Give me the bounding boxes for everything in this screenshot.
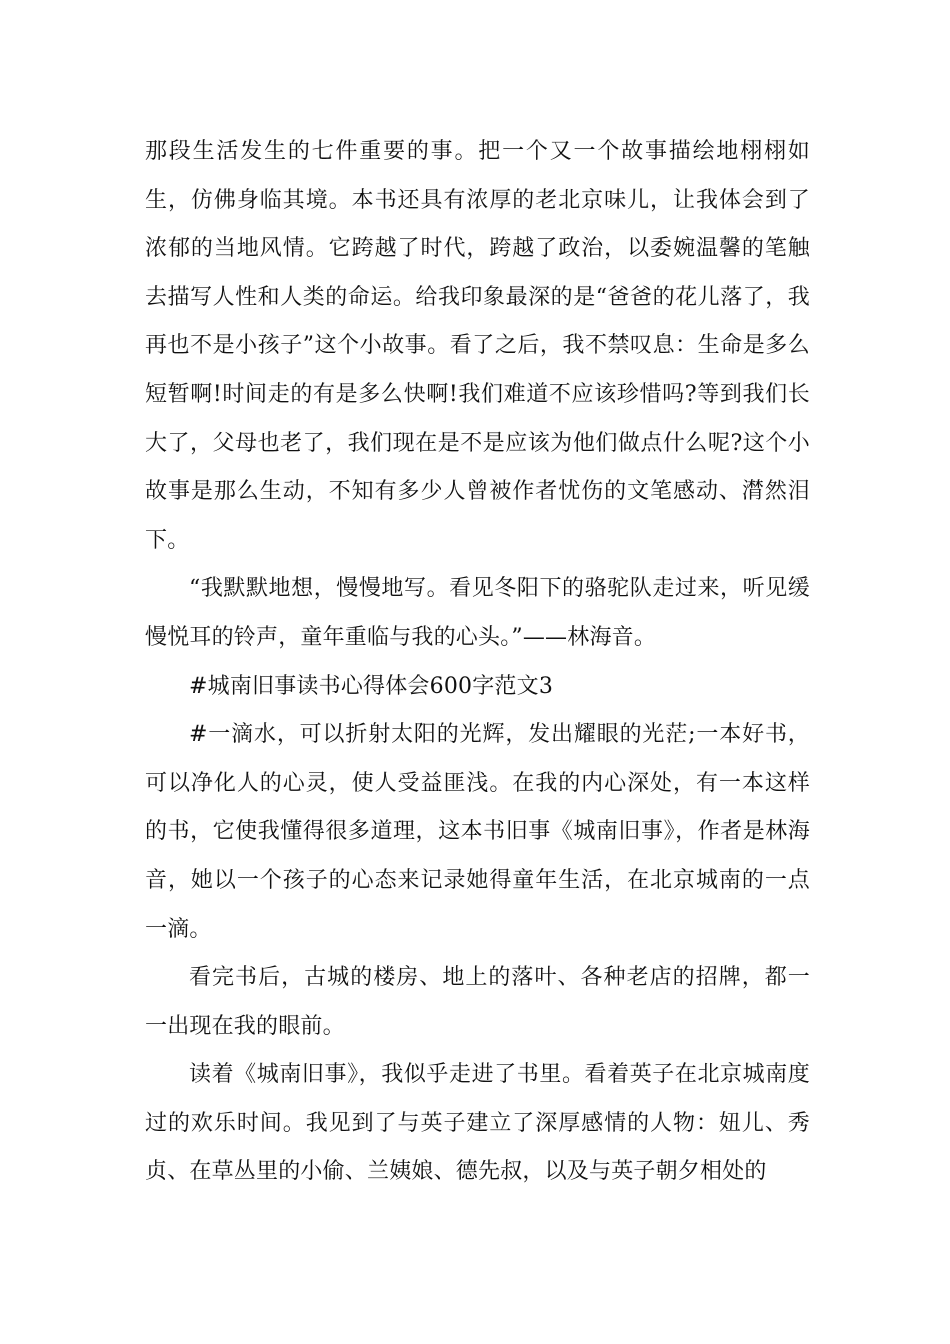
paragraph-4: #一滴水，可以折射太阳的光辉，发出耀眼的光茫;一本好书，可以净化人的心灵，使人受益匪浅。在我的内心深处，有一本这样的书，它使我懂得很多道理，这本书旧事《城南旧事》，作者是林海音，她以一个孩子的心态来记录她得童年生活，在北京城南的一点一滴。 (145, 722, 810, 942)
document-body (145, 128, 810, 1197)
paragraph-2-quote: “我默默地想，慢慢地写。看见冬阳下的骆驼队走过来，听见缓慢悦耳的铃声，童年重临与我的心头。”——林海音。 (145, 576, 810, 650)
paragraph-5: 看完书后，古城的楼房、地上的落叶、各种老店的招牌，都一一出现在我的眼前。 (145, 965, 810, 1039)
section-heading: #城南旧事读书心得体会600字范文3 (189, 673, 554, 699)
paragraph-6: 读着《城南旧事》，我似乎走进了书里。看着英子在北京城南度过的欢乐时间。我见到了与英子建立了深厚感情的人物：妞儿、秀贞、在草丛里的小偷、兰姨娘、德先叔，以及与英子朝夕相处的 (145, 1062, 810, 1185)
paragraph-1: 那段生活发生的七件重要的事。把一个又一个故事描绘地栩栩如生，仿佛身临其境。本书还具有浓厚的老北京味儿，让我体会到了浓郁的当地风情。它跨越了时代，跨越了政治，以委婉温馨的笔触去描写人性和人类的命运。给我印象最深的是“爸爸的花儿落了，我再也不是小孩子”这个小故事。看了之后，我不禁叹息：生命是多么短暂啊!时间走的有是多么快啊!我们难道不应该珍惜吗?等到我们长大了，父母也老了，我们现在是不是应该为他们做点什么呢?这个小故事是那么生动，不知有多少人曾被作者忧伤的文笔感动、潸然泪下。 (145, 139, 810, 553)
